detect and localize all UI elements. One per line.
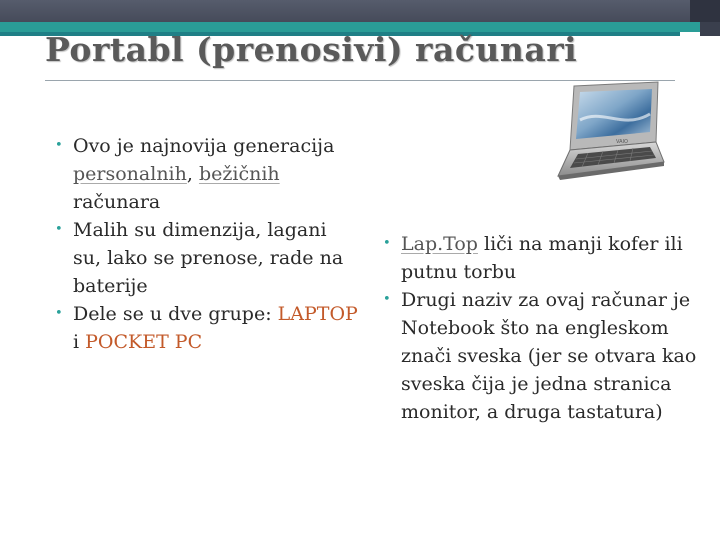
bullet-text: i <box>73 331 86 353</box>
laptop-image <box>518 80 666 192</box>
top-banner <box>0 0 720 22</box>
bullet-item <box>50 132 360 216</box>
right-bullet-list <box>378 230 708 426</box>
bullet-text: , <box>186 163 199 185</box>
right-column <box>378 230 708 426</box>
bullet-icon: • <box>383 292 391 307</box>
bullet-icon: • <box>55 222 63 237</box>
bullet-text: Dele se u dve grupe: <box>73 303 278 325</box>
slide-title: Portabl (prenosivi) računari <box>45 30 578 69</box>
top-banner-dark <box>690 0 720 22</box>
bullet-icon: • <box>55 306 63 321</box>
laptop-screen <box>576 89 652 139</box>
left-bullet-list <box>50 132 360 356</box>
bullet-text: Ovo je najnovija generacija <box>73 135 335 157</box>
bullet-item <box>50 300 360 356</box>
left-column <box>50 132 360 356</box>
highlight-laptop: LAPTOP <box>277 303 358 325</box>
bullet-text: liči na manji kofer ili putnu torbu <box>401 233 683 283</box>
bullet-icon: • <box>383 236 391 251</box>
highlight-pocket-pc: POCKET PC <box>85 331 203 353</box>
link-personalnih[interactable]: personalnih <box>73 163 187 185</box>
bullet-text: računara <box>73 191 161 213</box>
accent-strip-end <box>700 22 720 36</box>
bullet-text: Malih su dimenzija, lagani su, lako se prenose, rade na baterije <box>73 219 344 297</box>
bullet-icon: • <box>55 138 63 153</box>
bullet-text: Drugi naziv za ovaj računar je Notebook što na engleskom znači sveska (jer se otvara kao sveska čija je jedna stranica monitor, a druga tastatura) <box>401 289 697 423</box>
brand-logo: VAIO <box>616 139 628 145</box>
bullet-item <box>50 216 360 300</box>
bullet-item <box>378 230 708 286</box>
link-bezicnih[interactable]: bežičnih <box>198 163 280 185</box>
link-laptop[interactable]: Lap.Top <box>401 233 478 255</box>
bullet-item <box>378 286 708 426</box>
top-banner-light <box>0 0 692 22</box>
